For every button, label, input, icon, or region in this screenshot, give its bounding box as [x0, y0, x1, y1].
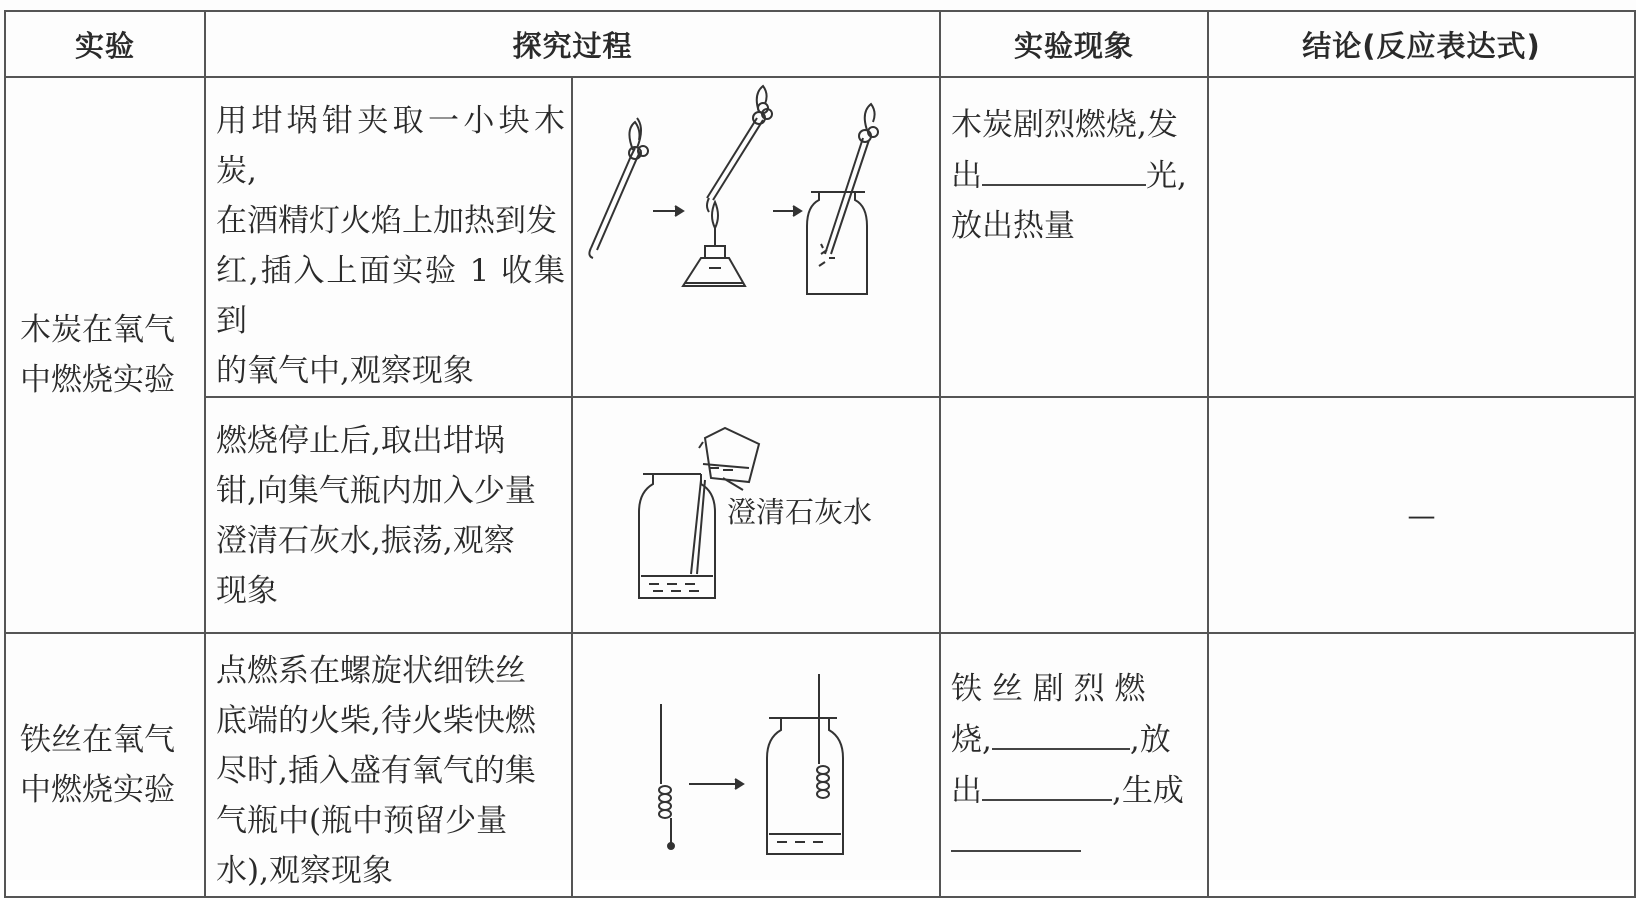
process-line: 红,插入上面实验 1 收集到 [216, 253, 565, 339]
phenomenon-text: ,生成 [1112, 773, 1184, 809]
alcohol-lamp-icon [683, 202, 745, 286]
charcoal-heating-diagram [573, 78, 939, 310]
phenomenon-text: 出 [951, 773, 983, 809]
table-row [5, 77, 1635, 397]
tongs-icon [589, 118, 648, 258]
phenomenon-charcoal [940, 77, 1208, 397]
header-phenomenon: 实验现象 [940, 11, 1208, 77]
process-line: 的氧气中,观察现象 [216, 353, 474, 389]
experiment-name-charcoal [5, 77, 205, 633]
spiral-in-bottle-icon [817, 674, 829, 798]
phenomenon-line: 铁 丝 剧 烈 燃 [951, 671, 1146, 707]
process-text-limewater [205, 397, 572, 633]
experiment-name-line: 中燃烧实验 [20, 362, 175, 398]
experiment-name-line: 木炭在氧气 [20, 312, 175, 348]
conclusion-limewater: — [1208, 397, 1635, 633]
process-text-iron [205, 633, 572, 897]
experiment-table [4, 10, 1636, 898]
iron-wire-diagram [573, 634, 939, 896]
spiral-iron-wire-icon [659, 704, 674, 849]
figure-limewater [572, 397, 940, 633]
arrow-head-icon [793, 206, 801, 216]
header-row [5, 11, 1635, 77]
process-line: 点燃系在螺旋状细铁丝 [216, 653, 526, 689]
conclusion-charcoal-blank[interactable] [1208, 77, 1635, 397]
process-text-charcoal-heat [205, 77, 572, 397]
table-row [5, 633, 1635, 897]
experiment-name-iron [5, 633, 205, 897]
phenomenon-limewater-blank[interactable] [940, 397, 1208, 633]
process-line: 现象 [216, 573, 278, 609]
phenomenon-text: ,放 [1129, 722, 1171, 758]
figure-charcoal-heating [572, 77, 940, 397]
experiment-name-line: 中燃烧实验 [20, 772, 175, 808]
process-line: 尽时,插入盛有氧气的集 [216, 753, 536, 789]
process-line: 钳,向集气瓶内加入少量 [216, 473, 536, 509]
header-experiment: 实验 [5, 11, 205, 77]
table-row [5, 397, 1635, 633]
process-line: 在酒精灯火焰上加热到发 [216, 203, 557, 239]
gas-bottle-icon [807, 192, 867, 294]
phenomenon-line: 放出热量 [951, 208, 1076, 244]
liquid-stream-icon [691, 480, 705, 574]
phenomenon-text: 出 [951, 158, 983, 194]
figure-iron-wire [572, 633, 940, 897]
gas-bottle-icon [767, 718, 843, 854]
tongs-over-flame-icon [707, 86, 772, 212]
arrow-head-icon [735, 779, 743, 789]
beaker-pouring-icon [699, 428, 759, 482]
experiment-name-line: 铁丝在氧气 [20, 722, 175, 758]
conclusion-iron-blank[interactable] [1208, 633, 1635, 897]
process-line: 水),观察现象 [216, 853, 393, 889]
phenomenon-text: 光, [1146, 158, 1187, 194]
process-line: 气瓶中(瓶中预留少量 [216, 803, 508, 839]
figure-label-limewater: 澄清石灰水 [727, 495, 873, 529]
process-line: 燃烧停止后,取出坩埚 [216, 423, 505, 459]
answer-blank-heat[interactable] [982, 765, 1112, 801]
arrow-head-icon [675, 206, 683, 216]
tongs-in-bottle-icon [825, 104, 878, 254]
phenomenon-line: 木炭剧烈燃烧,发 [951, 107, 1178, 143]
answer-blank-phenomenon[interactable] [992, 714, 1130, 750]
header-conclusion: 结论(反应表达式) [1208, 11, 1635, 77]
answer-blank-light-color[interactable] [982, 150, 1146, 186]
process-line: 底端的火柴,待火柴快燃 [216, 703, 536, 739]
phenomenon-iron [940, 633, 1208, 897]
phenomenon-text: 烧, [951, 722, 992, 758]
header-process: 探究过程 [205, 11, 940, 77]
process-line: 澄清石灰水,振荡,观察 [216, 523, 515, 559]
answer-blank-product[interactable] [951, 816, 1081, 852]
process-line: 用坩埚钳夹取一小块木炭, [216, 103, 565, 189]
